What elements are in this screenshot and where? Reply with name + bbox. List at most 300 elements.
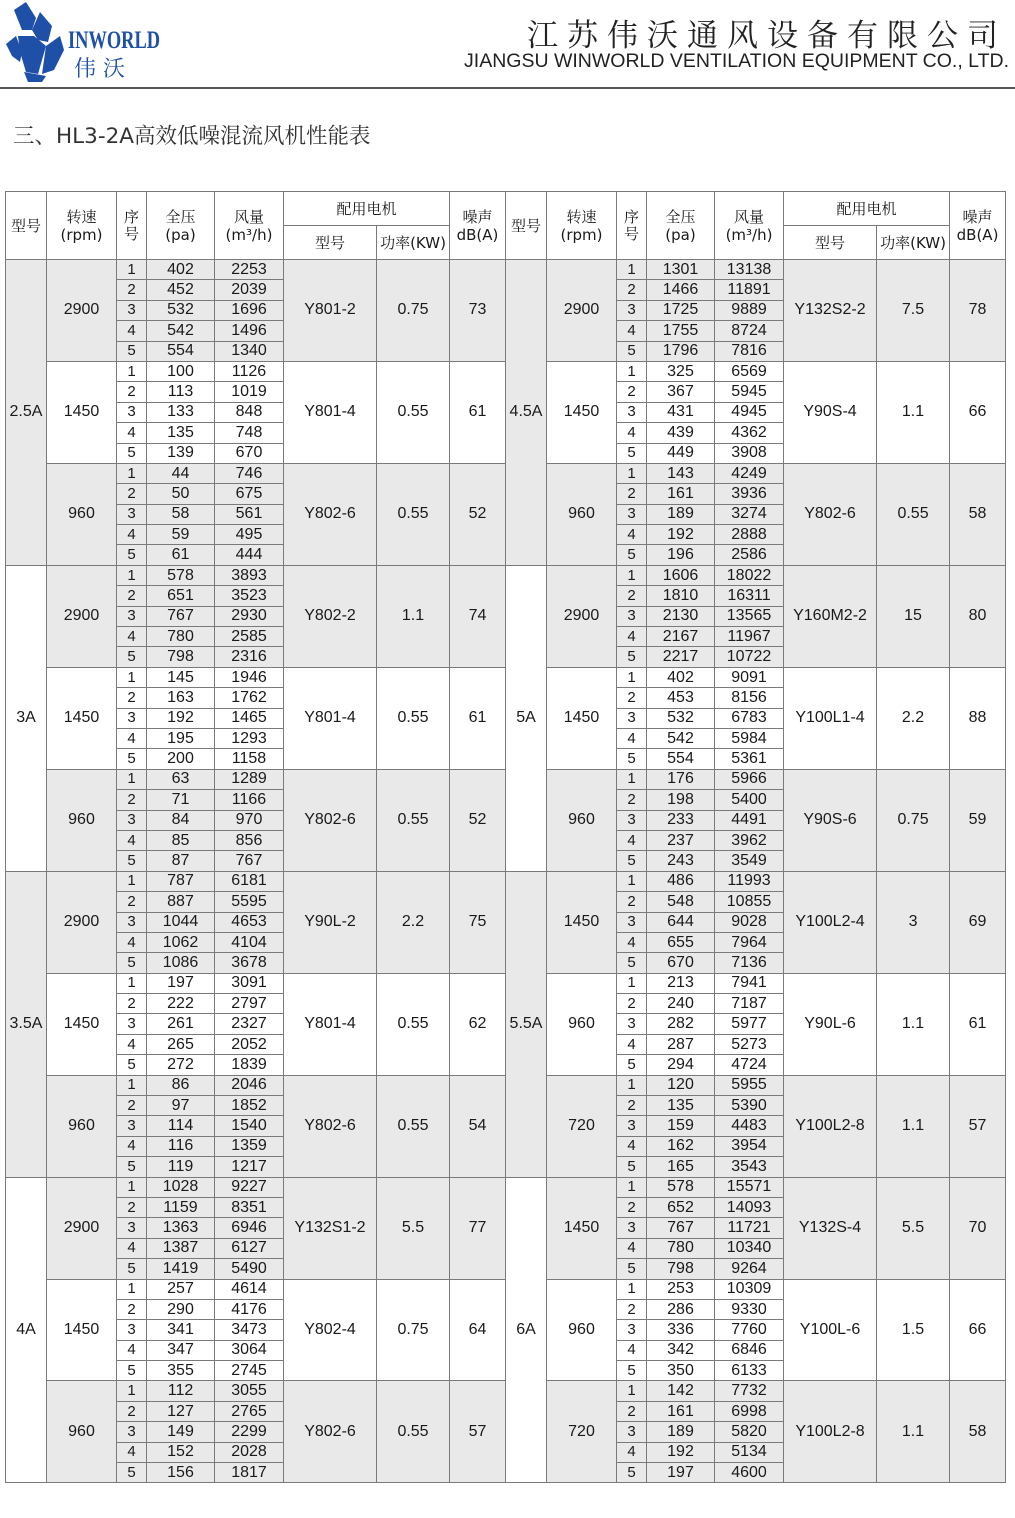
table-row xyxy=(6,1177,1006,1197)
seq-cell: 3 xyxy=(117,912,147,932)
airflow-cell: 4104 xyxy=(215,932,284,952)
seq-cell: 3 xyxy=(617,1218,647,1238)
airflow-cell: 444 xyxy=(215,545,284,565)
airflow-cell: 2930 xyxy=(215,606,284,626)
seq-cell: 5 xyxy=(117,443,147,463)
seq-cell: 4 xyxy=(117,728,147,748)
fan-model-cell: 4A xyxy=(6,1177,47,1483)
airflow-cell: 2253 xyxy=(215,260,284,280)
seq-cell: 4 xyxy=(117,1034,147,1054)
pressure-cell: 780 xyxy=(147,627,215,647)
pressure-cell: 142 xyxy=(647,1381,715,1401)
motor-power-cell: 15 xyxy=(877,565,950,667)
pressure-cell: 222 xyxy=(147,994,215,1014)
motor-power-cell: 2.2 xyxy=(377,871,450,973)
pressure-cell: 798 xyxy=(147,647,215,667)
pressure-cell: 1419 xyxy=(147,1259,215,1279)
airflow-cell: 11721 xyxy=(715,1218,784,1238)
pressure-cell: 342 xyxy=(647,1340,715,1360)
seq-cell: 3 xyxy=(617,912,647,932)
seq-cell: 2 xyxy=(117,1299,147,1319)
airflow-cell: 9889 xyxy=(715,300,784,320)
pressure-cell: 2217 xyxy=(647,647,715,667)
motor-power-cell: 5.5 xyxy=(877,1177,950,1279)
speed-cell: 720 xyxy=(547,1381,617,1483)
seq-cell: 4 xyxy=(617,1136,647,1156)
pressure-cell: 135 xyxy=(647,1096,715,1116)
pressure-cell: 1755 xyxy=(647,321,715,341)
pressure-cell: 347 xyxy=(147,1340,215,1360)
airflow-cell: 3473 xyxy=(215,1320,284,1340)
seq-cell: 1 xyxy=(617,361,647,381)
seq-cell: 2 xyxy=(617,280,647,300)
seq-cell: 5 xyxy=(617,1463,647,1483)
airflow-cell: 2586 xyxy=(715,545,784,565)
seq-cell: 2 xyxy=(617,1096,647,1116)
pressure-cell: 163 xyxy=(147,688,215,708)
noise-cell: 59 xyxy=(950,769,1006,871)
th-speed: 转速 (rpm) xyxy=(47,192,117,260)
seq-cell: 5 xyxy=(117,647,147,667)
airflow-cell: 1217 xyxy=(215,1157,284,1177)
table-row xyxy=(6,260,1006,280)
pressure-cell: 143 xyxy=(647,463,715,483)
airflow-cell: 10309 xyxy=(715,1279,784,1299)
th-motor-group-right: 配用电机 xyxy=(784,192,950,226)
speed-cell: 1450 xyxy=(47,361,117,463)
th-motor-power-right: 功率(KW) xyxy=(877,226,950,260)
pressure-cell: 162 xyxy=(647,1136,715,1156)
pressure-cell: 486 xyxy=(647,871,715,891)
pressure-cell: 670 xyxy=(647,953,715,973)
pressure-cell: 145 xyxy=(147,667,215,687)
pressure-cell: 261 xyxy=(147,1014,215,1034)
noise-cell: 88 xyxy=(950,667,1006,769)
seq-cell: 1 xyxy=(617,667,647,687)
airflow-cell: 1852 xyxy=(215,1096,284,1116)
airflow-cell: 4653 xyxy=(215,912,284,932)
seq-cell: 4 xyxy=(117,627,147,647)
pressure-cell: 85 xyxy=(147,830,215,850)
pressure-cell: 767 xyxy=(647,1218,715,1238)
pressure-cell: 798 xyxy=(647,1259,715,1279)
pressure-cell: 198 xyxy=(647,790,715,810)
seq-cell: 3 xyxy=(117,810,147,830)
motor-power-cell: 1.1 xyxy=(877,1075,950,1177)
seq-cell: 2 xyxy=(117,994,147,1014)
pressure-cell: 532 xyxy=(147,300,215,320)
pressure-cell: 290 xyxy=(147,1299,215,1319)
airflow-cell: 4614 xyxy=(215,1279,284,1299)
pressure-cell: 272 xyxy=(147,1055,215,1075)
motor-power-cell: 3 xyxy=(877,871,950,973)
seq-cell: 3 xyxy=(117,1116,147,1136)
seq-cell: 3 xyxy=(117,504,147,524)
performance-table xyxy=(5,191,1006,1483)
airflow-cell: 5134 xyxy=(715,1442,784,1462)
pressure-cell: 350 xyxy=(647,1361,715,1381)
speed-cell: 2900 xyxy=(47,565,117,667)
noise-cell: 61 xyxy=(450,361,506,463)
seq-cell: 1 xyxy=(117,361,147,381)
speed-cell: 1450 xyxy=(547,1177,617,1279)
speed-cell: 1450 xyxy=(47,667,117,769)
seq-cell: 4 xyxy=(117,1442,147,1462)
pressure-cell: 165 xyxy=(647,1157,715,1177)
seq-cell: 4 xyxy=(117,1136,147,1156)
pressure-cell: 1301 xyxy=(647,260,715,280)
table-body xyxy=(6,260,1006,1483)
seq-cell: 4 xyxy=(117,525,147,545)
company-name-cn: 江苏伟沃通风设备有限公司 xyxy=(527,18,1007,54)
speed-cell: 960 xyxy=(547,463,617,565)
airflow-cell: 1540 xyxy=(215,1116,284,1136)
seq-cell: 2 xyxy=(617,484,647,504)
noise-cell: 74 xyxy=(450,565,506,667)
airflow-cell: 11891 xyxy=(715,280,784,300)
seq-cell: 2 xyxy=(117,1197,147,1217)
airflow-cell: 5955 xyxy=(715,1075,784,1095)
pressure-cell: 887 xyxy=(147,892,215,912)
airflow-cell: 1839 xyxy=(215,1055,284,1075)
pressure-cell: 452 xyxy=(147,280,215,300)
seq-cell: 5 xyxy=(617,1361,647,1381)
motor-power-cell: 1.5 xyxy=(877,1279,950,1381)
seq-cell: 2 xyxy=(617,688,647,708)
motor-power-cell: 0.55 xyxy=(377,1381,450,1483)
pressure-cell: 159 xyxy=(647,1116,715,1136)
seq-cell: 5 xyxy=(117,1259,147,1279)
seq-cell: 1 xyxy=(117,260,147,280)
airflow-cell: 6998 xyxy=(715,1401,784,1421)
seq-cell: 4 xyxy=(617,1442,647,1462)
pressure-cell: 127 xyxy=(147,1401,215,1421)
speed-cell: 1450 xyxy=(47,1279,117,1381)
airflow-cell: 3543 xyxy=(715,1157,784,1177)
airflow-cell: 7760 xyxy=(715,1320,784,1340)
pressure-cell: 532 xyxy=(647,708,715,728)
seq-cell: 5 xyxy=(117,545,147,565)
pressure-cell: 2130 xyxy=(647,606,715,626)
pressure-cell: 139 xyxy=(147,443,215,463)
pressure-cell: 767 xyxy=(147,606,215,626)
pressure-cell: 176 xyxy=(647,769,715,789)
seq-cell: 4 xyxy=(117,1340,147,1360)
pressure-cell: 133 xyxy=(147,402,215,422)
pressure-cell: 192 xyxy=(147,708,215,728)
airflow-cell: 1817 xyxy=(215,1463,284,1483)
airflow-cell: 5984 xyxy=(715,728,784,748)
airflow-cell: 561 xyxy=(215,504,284,524)
airflow-cell: 3549 xyxy=(715,851,784,871)
pressure-cell: 50 xyxy=(147,484,215,504)
pressure-cell: 1086 xyxy=(147,953,215,973)
pressure-cell: 402 xyxy=(147,260,215,280)
seq-cell: 2 xyxy=(617,1299,647,1319)
pressure-cell: 439 xyxy=(647,423,715,443)
seq-cell: 5 xyxy=(617,545,647,565)
seq-cell: 1 xyxy=(617,260,647,280)
company-logo xyxy=(4,0,164,84)
pressure-cell: 1387 xyxy=(147,1238,215,1258)
airflow-cell: 7816 xyxy=(715,341,784,361)
motor-model-cell: Y801-4 xyxy=(284,667,377,769)
pressure-cell: 542 xyxy=(147,321,215,341)
airflow-cell: 9330 xyxy=(715,1299,784,1319)
pressure-cell: 449 xyxy=(647,443,715,463)
motor-power-cell: 1.1 xyxy=(877,361,950,463)
motor-model-cell: Y802-6 xyxy=(784,463,877,565)
pressure-cell: 233 xyxy=(647,810,715,830)
noise-cell: 52 xyxy=(450,463,506,565)
airflow-cell: 2327 xyxy=(215,1014,284,1034)
airflow-cell: 2888 xyxy=(715,525,784,545)
motor-model-cell: Y132S-4 xyxy=(784,1177,877,1279)
pressure-cell: 257 xyxy=(147,1279,215,1299)
airflow-cell: 10340 xyxy=(715,1238,784,1258)
seq-cell: 1 xyxy=(617,1177,647,1197)
pressure-cell: 200 xyxy=(147,749,215,769)
motor-model-cell: Y100L2-8 xyxy=(784,1381,877,1483)
motor-model-cell: Y802-4 xyxy=(284,1279,377,1381)
seq-cell: 1 xyxy=(117,769,147,789)
noise-cell: 57 xyxy=(450,1381,506,1483)
seq-cell: 3 xyxy=(617,504,647,524)
pressure-cell: 542 xyxy=(647,728,715,748)
airflow-cell: 2745 xyxy=(215,1361,284,1381)
airflow-cell: 2316 xyxy=(215,647,284,667)
fan-model-cell: 3A xyxy=(6,565,47,871)
pressure-cell: 265 xyxy=(147,1034,215,1054)
airflow-cell: 3962 xyxy=(715,830,784,850)
speed-cell: 960 xyxy=(547,973,617,1075)
airflow-cell: 2765 xyxy=(215,1401,284,1421)
pressure-cell: 61 xyxy=(147,545,215,565)
fan-model-cell: 2.5A xyxy=(6,260,47,566)
airflow-cell: 675 xyxy=(215,484,284,504)
airflow-cell: 11993 xyxy=(715,871,784,891)
fan-model-cell: 5.5A xyxy=(506,871,547,1177)
motor-power-cell: 2.2 xyxy=(877,667,950,769)
seq-cell: 2 xyxy=(117,382,147,402)
motor-power-cell: 0.55 xyxy=(377,1075,450,1177)
airflow-cell: 6846 xyxy=(715,1340,784,1360)
seq-cell: 3 xyxy=(617,1116,647,1136)
th-motor-power: 功率(KW) xyxy=(377,226,450,260)
motor-model-cell: Y802-6 xyxy=(284,463,377,565)
airflow-cell: 3908 xyxy=(715,443,784,463)
noise-cell: 54 xyxy=(450,1075,506,1177)
noise-cell: 57 xyxy=(950,1075,1006,1177)
seq-cell: 1 xyxy=(117,1279,147,1299)
noise-cell: 77 xyxy=(450,1177,506,1279)
seq-cell: 4 xyxy=(117,321,147,341)
seq-cell: 1 xyxy=(117,463,147,483)
seq-cell: 1 xyxy=(117,667,147,687)
seq-cell: 1 xyxy=(617,1075,647,1095)
motor-model-cell: Y132S2-2 xyxy=(784,260,877,362)
seq-cell: 2 xyxy=(617,382,647,402)
airflow-cell: 3954 xyxy=(715,1136,784,1156)
th-airflow-right: 风量 (m³/h) xyxy=(715,192,784,260)
th-pressure: 全压 (pa) xyxy=(147,192,215,260)
logo-text-en: INWORLD xyxy=(68,27,160,54)
speed-cell: 960 xyxy=(47,463,117,565)
airflow-cell: 18022 xyxy=(715,565,784,585)
noise-cell: 73 xyxy=(450,260,506,362)
pressure-cell: 402 xyxy=(647,667,715,687)
airflow-cell: 9091 xyxy=(715,667,784,687)
pressure-cell: 780 xyxy=(647,1238,715,1258)
th-airflow: 风量 (m³/h) xyxy=(215,192,284,260)
airflow-cell: 746 xyxy=(215,463,284,483)
seq-cell: 3 xyxy=(617,1422,647,1442)
airflow-cell: 6181 xyxy=(215,871,284,891)
noise-cell: 64 xyxy=(450,1279,506,1381)
pressure-cell: 237 xyxy=(647,830,715,850)
noise-cell: 80 xyxy=(950,565,1006,667)
pressure-cell: 282 xyxy=(647,1014,715,1034)
airflow-cell: 1946 xyxy=(215,667,284,687)
airflow-cell: 6783 xyxy=(715,708,784,728)
motor-power-cell: 0.75 xyxy=(877,769,950,871)
motor-model-cell: Y801-4 xyxy=(284,361,377,463)
speed-cell: 2900 xyxy=(547,565,617,667)
airflow-cell: 1019 xyxy=(215,382,284,402)
pressure-cell: 196 xyxy=(647,545,715,565)
airflow-cell: 2585 xyxy=(215,627,284,647)
speed-cell: 960 xyxy=(547,1279,617,1381)
th-noise-right: 噪声 dB(A) xyxy=(950,192,1006,260)
seq-cell: 5 xyxy=(117,1157,147,1177)
pressure-cell: 213 xyxy=(647,973,715,993)
motor-model-cell: Y802-6 xyxy=(284,769,377,871)
airflow-cell: 6946 xyxy=(215,1218,284,1238)
noise-cell: 52 xyxy=(450,769,506,871)
pressure-cell: 192 xyxy=(647,1442,715,1462)
speed-cell: 2900 xyxy=(47,260,117,362)
seq-cell: 2 xyxy=(117,586,147,606)
th-model-right: 型号 xyxy=(506,192,547,260)
airflow-cell: 7941 xyxy=(715,973,784,993)
seq-cell: 2 xyxy=(117,688,147,708)
pressure-cell: 1159 xyxy=(147,1197,215,1217)
pressure-cell: 71 xyxy=(147,790,215,810)
speed-cell: 1450 xyxy=(547,667,617,769)
speed-cell: 2900 xyxy=(47,871,117,973)
airflow-cell: 5390 xyxy=(715,1096,784,1116)
airflow-cell: 1762 xyxy=(215,688,284,708)
seq-cell: 4 xyxy=(617,321,647,341)
airflow-cell: 2028 xyxy=(215,1442,284,1462)
seq-cell: 4 xyxy=(117,932,147,952)
noise-cell: 78 xyxy=(950,260,1006,362)
airflow-cell: 2039 xyxy=(215,280,284,300)
airflow-cell: 2052 xyxy=(215,1034,284,1054)
seq-cell: 2 xyxy=(617,586,647,606)
airflow-cell: 970 xyxy=(215,810,284,830)
pressure-cell: 1028 xyxy=(147,1177,215,1197)
pressure-cell: 240 xyxy=(647,994,715,1014)
pressure-cell: 58 xyxy=(147,504,215,524)
th-seq-right: 序号 xyxy=(617,192,647,260)
pressure-cell: 119 xyxy=(147,1157,215,1177)
seq-cell: 4 xyxy=(617,728,647,748)
seq-cell: 1 xyxy=(117,973,147,993)
motor-model-cell: Y90L-6 xyxy=(784,973,877,1075)
seq-cell: 1 xyxy=(617,463,647,483)
pressure-cell: 100 xyxy=(147,361,215,381)
seq-cell: 3 xyxy=(617,300,647,320)
seq-cell: 4 xyxy=(617,830,647,850)
pressure-cell: 161 xyxy=(647,1401,715,1421)
airflow-cell: 10855 xyxy=(715,892,784,912)
th-model: 型号 xyxy=(6,192,47,260)
seq-cell: 1 xyxy=(617,1279,647,1299)
th-speed-right: 转速 (rpm) xyxy=(547,192,617,260)
seq-cell: 3 xyxy=(617,1320,647,1340)
seq-cell: 5 xyxy=(117,953,147,973)
seq-cell: 5 xyxy=(617,1055,647,1075)
seq-cell: 1 xyxy=(617,565,647,585)
speed-cell: 960 xyxy=(47,1075,117,1177)
pressure-cell: 86 xyxy=(147,1075,215,1095)
seq-cell: 4 xyxy=(617,627,647,647)
airflow-cell: 5977 xyxy=(715,1014,784,1034)
pressure-cell: 1606 xyxy=(647,565,715,585)
seq-cell: 5 xyxy=(617,1259,647,1279)
seq-cell: 5 xyxy=(617,443,647,463)
airflow-cell: 2299 xyxy=(215,1422,284,1442)
pressure-cell: 189 xyxy=(647,1422,715,1442)
pressure-cell: 189 xyxy=(647,504,715,524)
airflow-cell: 495 xyxy=(215,525,284,545)
seq-cell: 4 xyxy=(617,423,647,443)
pressure-cell: 44 xyxy=(147,463,215,483)
pressure-cell: 548 xyxy=(647,892,715,912)
speed-cell: 960 xyxy=(547,769,617,871)
motor-power-cell: 0.55 xyxy=(377,667,450,769)
seq-cell: 2 xyxy=(617,1401,647,1421)
pressure-cell: 113 xyxy=(147,382,215,402)
pressure-cell: 554 xyxy=(647,749,715,769)
airflow-cell: 7732 xyxy=(715,1381,784,1401)
pressure-cell: 197 xyxy=(147,973,215,993)
motor-model-cell: Y100L1-4 xyxy=(784,667,877,769)
pressure-cell: 197 xyxy=(647,1463,715,1483)
seq-cell: 3 xyxy=(617,708,647,728)
seq-cell: 5 xyxy=(117,749,147,769)
seq-cell: 5 xyxy=(117,1055,147,1075)
seq-cell: 2 xyxy=(617,1197,647,1217)
th-seq: 序号 xyxy=(117,192,147,260)
airflow-cell: 3055 xyxy=(215,1381,284,1401)
pressure-cell: 341 xyxy=(147,1320,215,1340)
motor-power-cell: 0.55 xyxy=(877,463,950,565)
airflow-cell: 3893 xyxy=(215,565,284,585)
motor-power-cell: 1.1 xyxy=(877,973,950,1075)
motor-power-cell: 0.55 xyxy=(377,973,450,1075)
pressure-cell: 367 xyxy=(647,382,715,402)
noise-cell: 70 xyxy=(950,1177,1006,1279)
pressure-cell: 1363 xyxy=(147,1218,215,1238)
pressure-cell: 149 xyxy=(147,1422,215,1442)
airflow-cell: 4491 xyxy=(715,810,784,830)
airflow-cell: 1696 xyxy=(215,300,284,320)
airflow-cell: 670 xyxy=(215,443,284,463)
pressure-cell: 355 xyxy=(147,1361,215,1381)
motor-model-cell: Y801-4 xyxy=(284,973,377,1075)
